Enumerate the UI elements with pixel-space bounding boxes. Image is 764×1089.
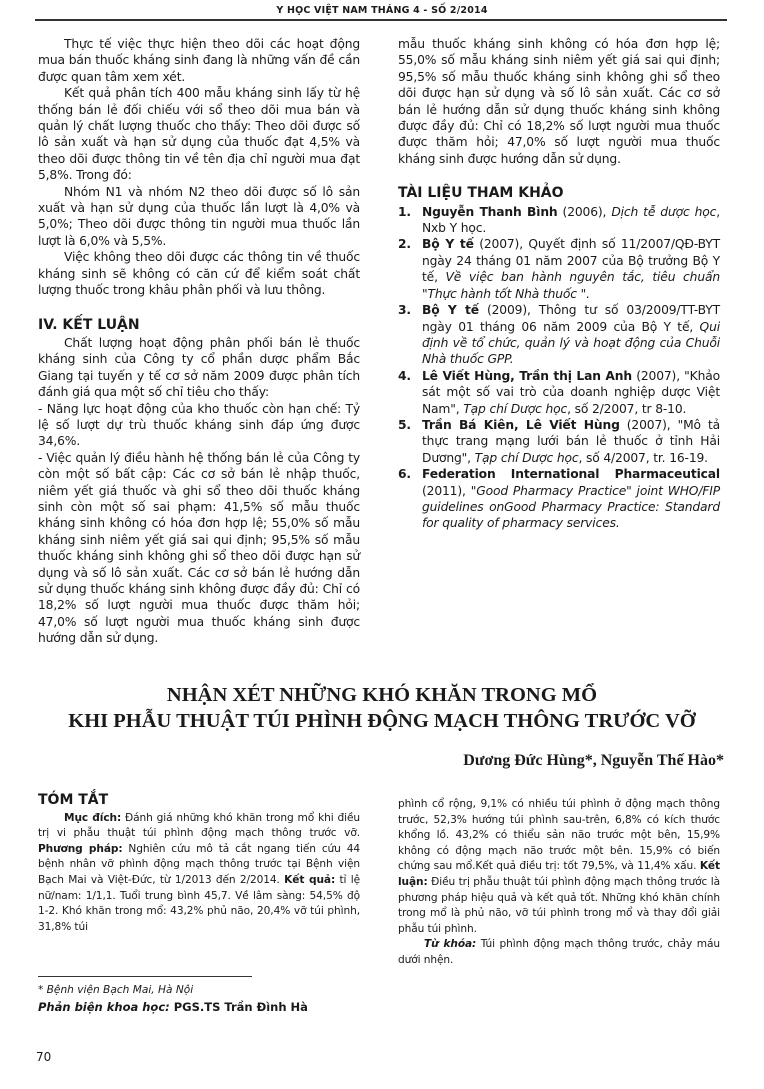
paragraph: Thực tế việc thực hiện theo dõi các hoạt động mua bán thuốc kháng sinh đang là những vấn đề cần được quan tâm xem xét. — [38, 37, 360, 84]
reference-item — [398, 236, 720, 302]
reviewer-label: Phản biện khoa học: — [38, 1000, 174, 1014]
authors: Dương Đức Hùng*, Nguyễn Thế Hào* — [463, 752, 724, 769]
reference-item — [398, 204, 720, 237]
reference-item — [398, 466, 720, 532]
method-label: Phương pháp: — [38, 842, 123, 855]
reference-list — [398, 204, 720, 532]
abstract-text — [38, 811, 360, 936]
reference-title: Qui định về tổ chức, quản lý và hoạt động của Chuỗi Nhà thuốc GPP. — [422, 319, 720, 367]
reference-author: Bộ Y tế — [422, 303, 479, 318]
left-column — [38, 36, 360, 646]
reference-text: (2007), "Mô tả thực trang mạng lưới bán lẻ thuốc ở tỉnh Hải Dương", — [422, 417, 721, 465]
reference-item — [398, 417, 720, 466]
header-rule — [35, 19, 727, 21]
footnote-affiliation: * Bệnh viện Bạch Mai, Hà Nội — [38, 984, 194, 996]
title-line-1: NHẬN XÉT NHỮNG KHÓ KHĂN TRONG MỔ — [166, 684, 598, 706]
abstract-right — [398, 797, 720, 969]
reference-number: 2. — [398, 237, 411, 252]
references-heading: TÀI LIỆU THAM KHẢO — [398, 185, 564, 202]
aim-text: Đánh giá những khó khăn trong mổ khi điều trị vi phẫu thuật túi phình động mạch thông trước vỡ. — [38, 811, 360, 840]
conclusion-text: Điều trị phẫu thuật túi phình động mạch thông trước là phương pháp hiệu quả và kết quả tốt. Những khó khăn chính trong mổ là phủ não, vỡ túi phình trong mổ và thay đổi giải phẫu túi phình. — [398, 875, 720, 935]
reference-title: Dịch tễ dược học — [611, 204, 717, 219]
paragraph: Việc không theo dõi được các thông tin về thuốc kháng sinh sẽ không có căn cứ để kiểm soát chất lượng thuốc trong khâu phân phối và lưu thông. — [38, 250, 360, 298]
journal-header: Y HỌC VIỆT NAM THÁNG 4 - SỐ 2/2014 — [276, 5, 488, 16]
reference-title: Tạp chí Dược học — [463, 401, 568, 416]
results-text-start: tỉ lệ nữ/nam: 1/1,1. Tuổi trung bình 45,7. Về lâm sàng: 54,5% độ 1-2. Khó khăn trong mổ: 43,2% phủ não, 20,4% vỡ túi phình, 31,8% túi — [38, 873, 360, 933]
paragraph: Kết quả phân tích 400 mẫu kháng sinh lấy từ hệ thống bán lẻ đối chiếu với sổ theo dõi mua bán và quản lý chất lượng thuốc cho thấy: Theo dõi được số lô sản xuất và hạn sử dụng của thuốc đạt 4,5% và theo dõi được thông tin về tên địa chỉ người mua đạt 5,8%. Trong đó: — [38, 86, 360, 183]
reference-title: Tạp chí Dược học — [474, 450, 579, 465]
results-text: phình cổ rộng, 9,1% có nhiều túi phình ở động mạch thông trước, 52,3% hướng túi phình sau-trên, 6,8% có kích thước khổng lồ. 43,2% có thiểu sản não trước một bên, 15,9% không có động mạch não trước một bên. 15,9% có biến chứng sau mổ.Kết quả điều trị: tốt 79,5%, và 11,4% xấu. — [398, 798, 720, 873]
paragraph: - Việc quản lý điều hành hệ thống bán lẻ của Công ty còn một số bất cập: Các cơ sở bán lẻ nhập thuốc, niêm yết giá thuốc và ghi sổ theo dõi thuốc kháng sinh còn một số sai phạm: 41,5% số mẫu thuốc kháng sinh không có hóa đơn hợp lệ; 55,0% số mẫu kháng sinh niêm yết giá sai qui định; 95,5% số mẫu thuốc kháng sinh không ghi sổ theo dõi được hạn sử dụng và số lô sản xuất. Các cơ sở bán lẻ hướng dẫn sử dụng thuốc kháng sinh không được đầy đủ: Chỉ có 18,2% số lượt người mua thuốc được thăm hỏi; 47,0% số lượt người mua thuốc kháng sinh được hướng dẫn sử dụng. — [38, 450, 360, 646]
paragraph: - Năng lực hoạt động của kho thuốc còn hạn chế: Tỷ lệ số lượt dự trù thuốc kháng sinh đáp ứng được 34,6%. — [38, 401, 360, 449]
section-heading-conclusion: IV. KẾT LUẬN — [38, 316, 140, 333]
reviewer-name: PGS.TS Trần Đình Hà — [173, 1000, 308, 1014]
reference-text: , Nxb Y học. — [422, 204, 720, 236]
reference-author: Federation International Pharmaceutical — [422, 467, 720, 482]
reference-number: 3. — [398, 303, 411, 318]
paragraph: Chất lượng hoạt động phân phối bán lẻ thuốc kháng sinh của Công ty cổ phần dược phẩm Bắc Giang tại tuyến y tế cơ sở năm 2009 được phân tích đánh giá qua một số chỉ tiêu cho thấy: — [38, 335, 360, 400]
reference-text: , số 4/2007, tr. 16-19. — [578, 450, 708, 465]
page-number: 70 — [36, 1050, 52, 1064]
reference-author: Bộ Y tế — [422, 237, 474, 252]
reference-text: (2007), "Khảo sát một số vai trò của doanh nghiệp dược Việt Nam", — [422, 368, 720, 416]
title-line-2: KHI PHẪU THUẬT TÚI PHÌNH ĐỘNG MẠCH THÔNG TRƯỚC VỠ — [68, 710, 696, 732]
conclusion-label: Kết luận: — [398, 860, 720, 888]
paragraph-continuation: mẫu thuốc kháng sinh không có hóa đơn hợp lệ; 55,0% số mẫu kháng sinh niêm yết giá sai qui định; 95,5% số mẫu thuốc kháng sinh không ghi sổ theo dõi được hạn sử dụng và số lô sản xuất. Các cơ sở bán lẻ hướng dẫn sử dụng thuốc kháng sinh không được đầy đủ: Chỉ có 18,2% số lượt người mua thuốc được thăm hỏi; 47,0% số lượt người mua thuốc kháng sinh được hướng dẫn sử dụng. — [398, 37, 720, 166]
reference-text: (2011), — [422, 483, 471, 498]
reference-text: (2009), Thông tư số 03/2009/TT-BYT ngày 01 tháng 06 năm 2009 của Bộ Y tế, — [422, 303, 720, 334]
reference-title: "Good Pharmacy Practice" joint WHO/FIP guidelines onGood Pharmacy Practice: Standard for quality of pharmacy services. — [422, 483, 720, 531]
reference-author: Trần Bá Kiên, Lê Viết Hùng — [422, 417, 620, 432]
reference-text: (2006), — [557, 204, 612, 219]
footnote-rule — [38, 976, 252, 977]
reference-number: 6. — [398, 467, 411, 482]
right-column — [398, 36, 720, 532]
reference-number: 5. — [398, 417, 411, 432]
reference-number: 1. — [398, 204, 411, 219]
abstract-heading: TÓM TẮT — [38, 792, 109, 808]
aim-label: Mục đích: — [64, 811, 122, 824]
abstract-left — [38, 793, 360, 973]
abstract-text-continued — [398, 797, 720, 937]
reference-author: Nguyễn Thanh Bình — [422, 204, 558, 219]
reference-author: Lê Viết Hùng, Trần thị Lan Anh — [422, 368, 632, 383]
article-title — [0, 682, 764, 734]
reference-title: Về việc ban hành nguyên tắc, tiêu chuẩn "Thực hành tốt Nhà thuốc ". — [422, 270, 720, 301]
keywords — [398, 937, 720, 968]
footnotes — [38, 982, 308, 1016]
reference-item — [398, 368, 720, 417]
reference-item — [398, 302, 720, 368]
keywords-text: Túi phình động mạch thông trước, chảy máu dưới nhện. — [398, 938, 720, 966]
paragraph: Nhóm N1 và nhóm N2 theo dõi được số lô sản xuất và hạn sử dụng của thuốc lần lượt là 4,0% và 5,0%; Theo dõi được thông tin người mua thuốc lần lượt là 6,0% và 5,5%. — [38, 184, 360, 248]
reference-number: 4. — [398, 368, 411, 383]
results-label: Kết quả: — [284, 873, 336, 886]
reference-text: , số 2/2007, tr 8-10. — [567, 401, 687, 416]
method-text: Nghiên cứu mô tả cắt ngang tiến cứu 44 bệnh nhân vỡ phình động mạch thông trước tại Bệnh viện Bạch Mai và Việt-Đức, từ 1/2013 đến 2/2014. — [38, 842, 360, 886]
keywords-label: Từ khóa: — [424, 938, 477, 951]
reference-text: (2007), Quyết định số 11/2007/QĐ-BYT ngày 24 tháng 01 năm 2007 của Bộ trưởng Bộ Y tế, — [422, 237, 721, 285]
